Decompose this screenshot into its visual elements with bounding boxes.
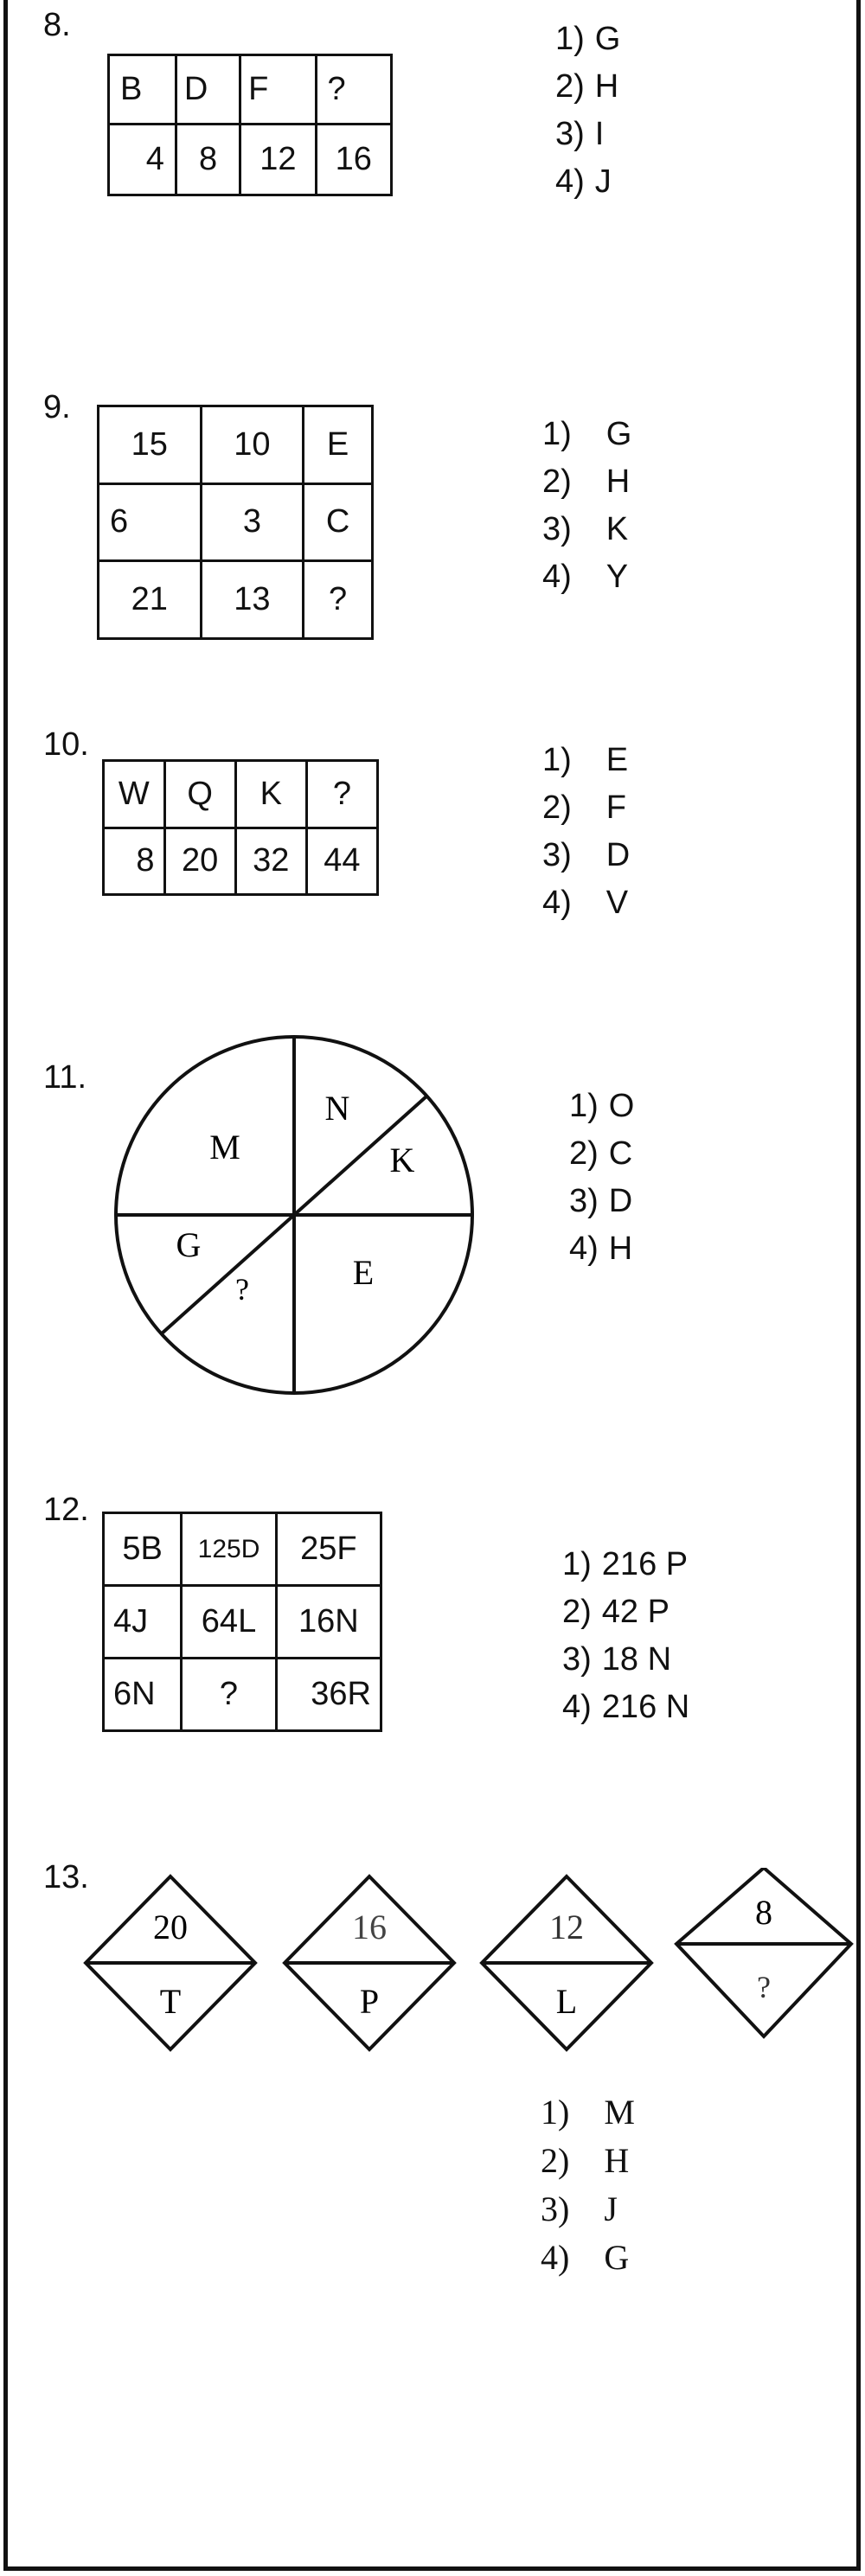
grid-cell: 16 [316, 125, 391, 195]
option-item[interactable]: 1) 216 P [562, 1546, 689, 1582]
sector-label: M [209, 1128, 240, 1167]
grid-cell: Q [164, 761, 235, 828]
option-item[interactable]: 1) M [541, 2093, 635, 2132]
grid-cell: B [109, 55, 176, 125]
option-item[interactable]: 3) I [555, 116, 605, 152]
option-item[interactable]: 2) H [541, 2141, 630, 2180]
question-12-options [562, 1541, 689, 1731]
question-8-options [555, 16, 620, 206]
sector-label: N [324, 1089, 350, 1128]
option-item[interactable]: 4) 216 N [562, 1689, 690, 1725]
option-item[interactable]: 2) H [555, 68, 619, 105]
question-11-options [569, 1083, 634, 1273]
grid-cell: C [304, 483, 373, 561]
sector-label: K [389, 1141, 415, 1179]
option-item[interactable]: 4) V [542, 885, 629, 921]
diamond-1 [86, 1876, 255, 2049]
grid-cell: 6N [104, 1659, 182, 1731]
grid-cell: 15 [99, 406, 202, 484]
diamond-bottom-label: P [359, 1982, 380, 2021]
option-item[interactable]: 3) 18 N [562, 1641, 672, 1678]
diamond-top-label: 8 [755, 1893, 772, 1932]
question-11-circle [104, 1025, 484, 1405]
option-item[interactable]: 1) O [569, 1088, 635, 1124]
grid-cell: F [240, 55, 316, 125]
grid-cell: 4J [104, 1586, 182, 1659]
question-13-options [541, 2088, 635, 2282]
grid-cell: E [304, 406, 373, 484]
question-9-number: 9. [43, 389, 71, 425]
grid-cell: ? [306, 761, 377, 828]
diamond-2 [285, 1876, 454, 2049]
grid-cell: 32 [235, 828, 306, 895]
question-8-number: 8. [43, 7, 71, 43]
option-item[interactable]: 3) J [541, 2189, 618, 2228]
question-10-grid [102, 759, 379, 896]
question-10-options [542, 737, 630, 927]
grid-cell: 20 [164, 828, 235, 895]
grid-cell: ? [316, 55, 391, 125]
diamond-4 [676, 1868, 851, 2036]
option-item[interactable]: 2) C [569, 1135, 633, 1172]
grid-cell: 25F [276, 1513, 381, 1586]
question-13-diamonds [78, 1868, 861, 2067]
diamond-top-label: 16 [352, 1908, 387, 1946]
option-item[interactable]: 2) H [542, 463, 631, 500]
option-item[interactable]: 1) E [542, 742, 629, 778]
option-item[interactable]: 3) K [542, 511, 629, 547]
option-item[interactable]: 4) J [555, 163, 612, 200]
question-9-grid [97, 405, 374, 640]
option-item[interactable]: 3) D [569, 1183, 633, 1219]
grid-cell: 3 [201, 483, 304, 561]
option-item[interactable]: 4) Y [542, 559, 629, 595]
grid-cell: 44 [306, 828, 377, 895]
sector-label: E [352, 1253, 375, 1292]
diamond-bottom-label: T [159, 1982, 182, 2021]
question-12-grid [102, 1512, 382, 1732]
question-9-options [542, 411, 631, 601]
grid-cell: 10 [201, 406, 304, 484]
diamond-top-label: 20 [153, 1908, 188, 1946]
option-item[interactable]: 2) F [542, 789, 627, 826]
option-item[interactable]: 1) G [542, 416, 632, 452]
grid-cell: 16N [276, 1586, 381, 1659]
grid-cell: ? [304, 561, 373, 639]
grid-cell: 36R [276, 1659, 381, 1731]
grid-cell: W [104, 761, 165, 828]
grid-cell: D [176, 55, 240, 125]
grid-cell: 8 [104, 828, 165, 895]
grid-cell: 21 [99, 561, 202, 639]
grid-cell: 13 [201, 561, 304, 639]
grid-cell: 12 [240, 125, 316, 195]
option-item[interactable]: 4) H [569, 1230, 633, 1267]
question-8-grid [107, 54, 393, 196]
grid-cell: 6 [99, 483, 202, 561]
sector-label: ? [235, 1272, 249, 1307]
option-item[interactable]: 1) G [555, 21, 621, 57]
grid-cell: 125D [182, 1513, 277, 1586]
sector-label: G [176, 1225, 202, 1264]
question-12-number: 12. [43, 1492, 89, 1528]
grid-cell: 4 [109, 125, 176, 195]
diamond-bottom-label: ? [757, 1970, 771, 2004]
grid-cell: 8 [176, 125, 240, 195]
question-10-number: 10. [43, 726, 89, 763]
grid-cell: ? [182, 1659, 277, 1731]
grid-cell: K [235, 761, 306, 828]
option-item[interactable]: 4) G [541, 2238, 630, 2277]
diamond-3 [482, 1876, 651, 2049]
diamond-bottom-label: L [555, 1982, 578, 2021]
option-item[interactable]: 3) D [542, 837, 631, 873]
question-13-number: 13. [43, 1859, 89, 1895]
diamond-top-label: 12 [549, 1908, 584, 1946]
option-item[interactable]: 2) 42 P [562, 1594, 670, 1630]
question-11-number: 11. [43, 1059, 87, 1096]
grid-cell: 5B [104, 1513, 182, 1586]
grid-cell: 64L [182, 1586, 277, 1659]
